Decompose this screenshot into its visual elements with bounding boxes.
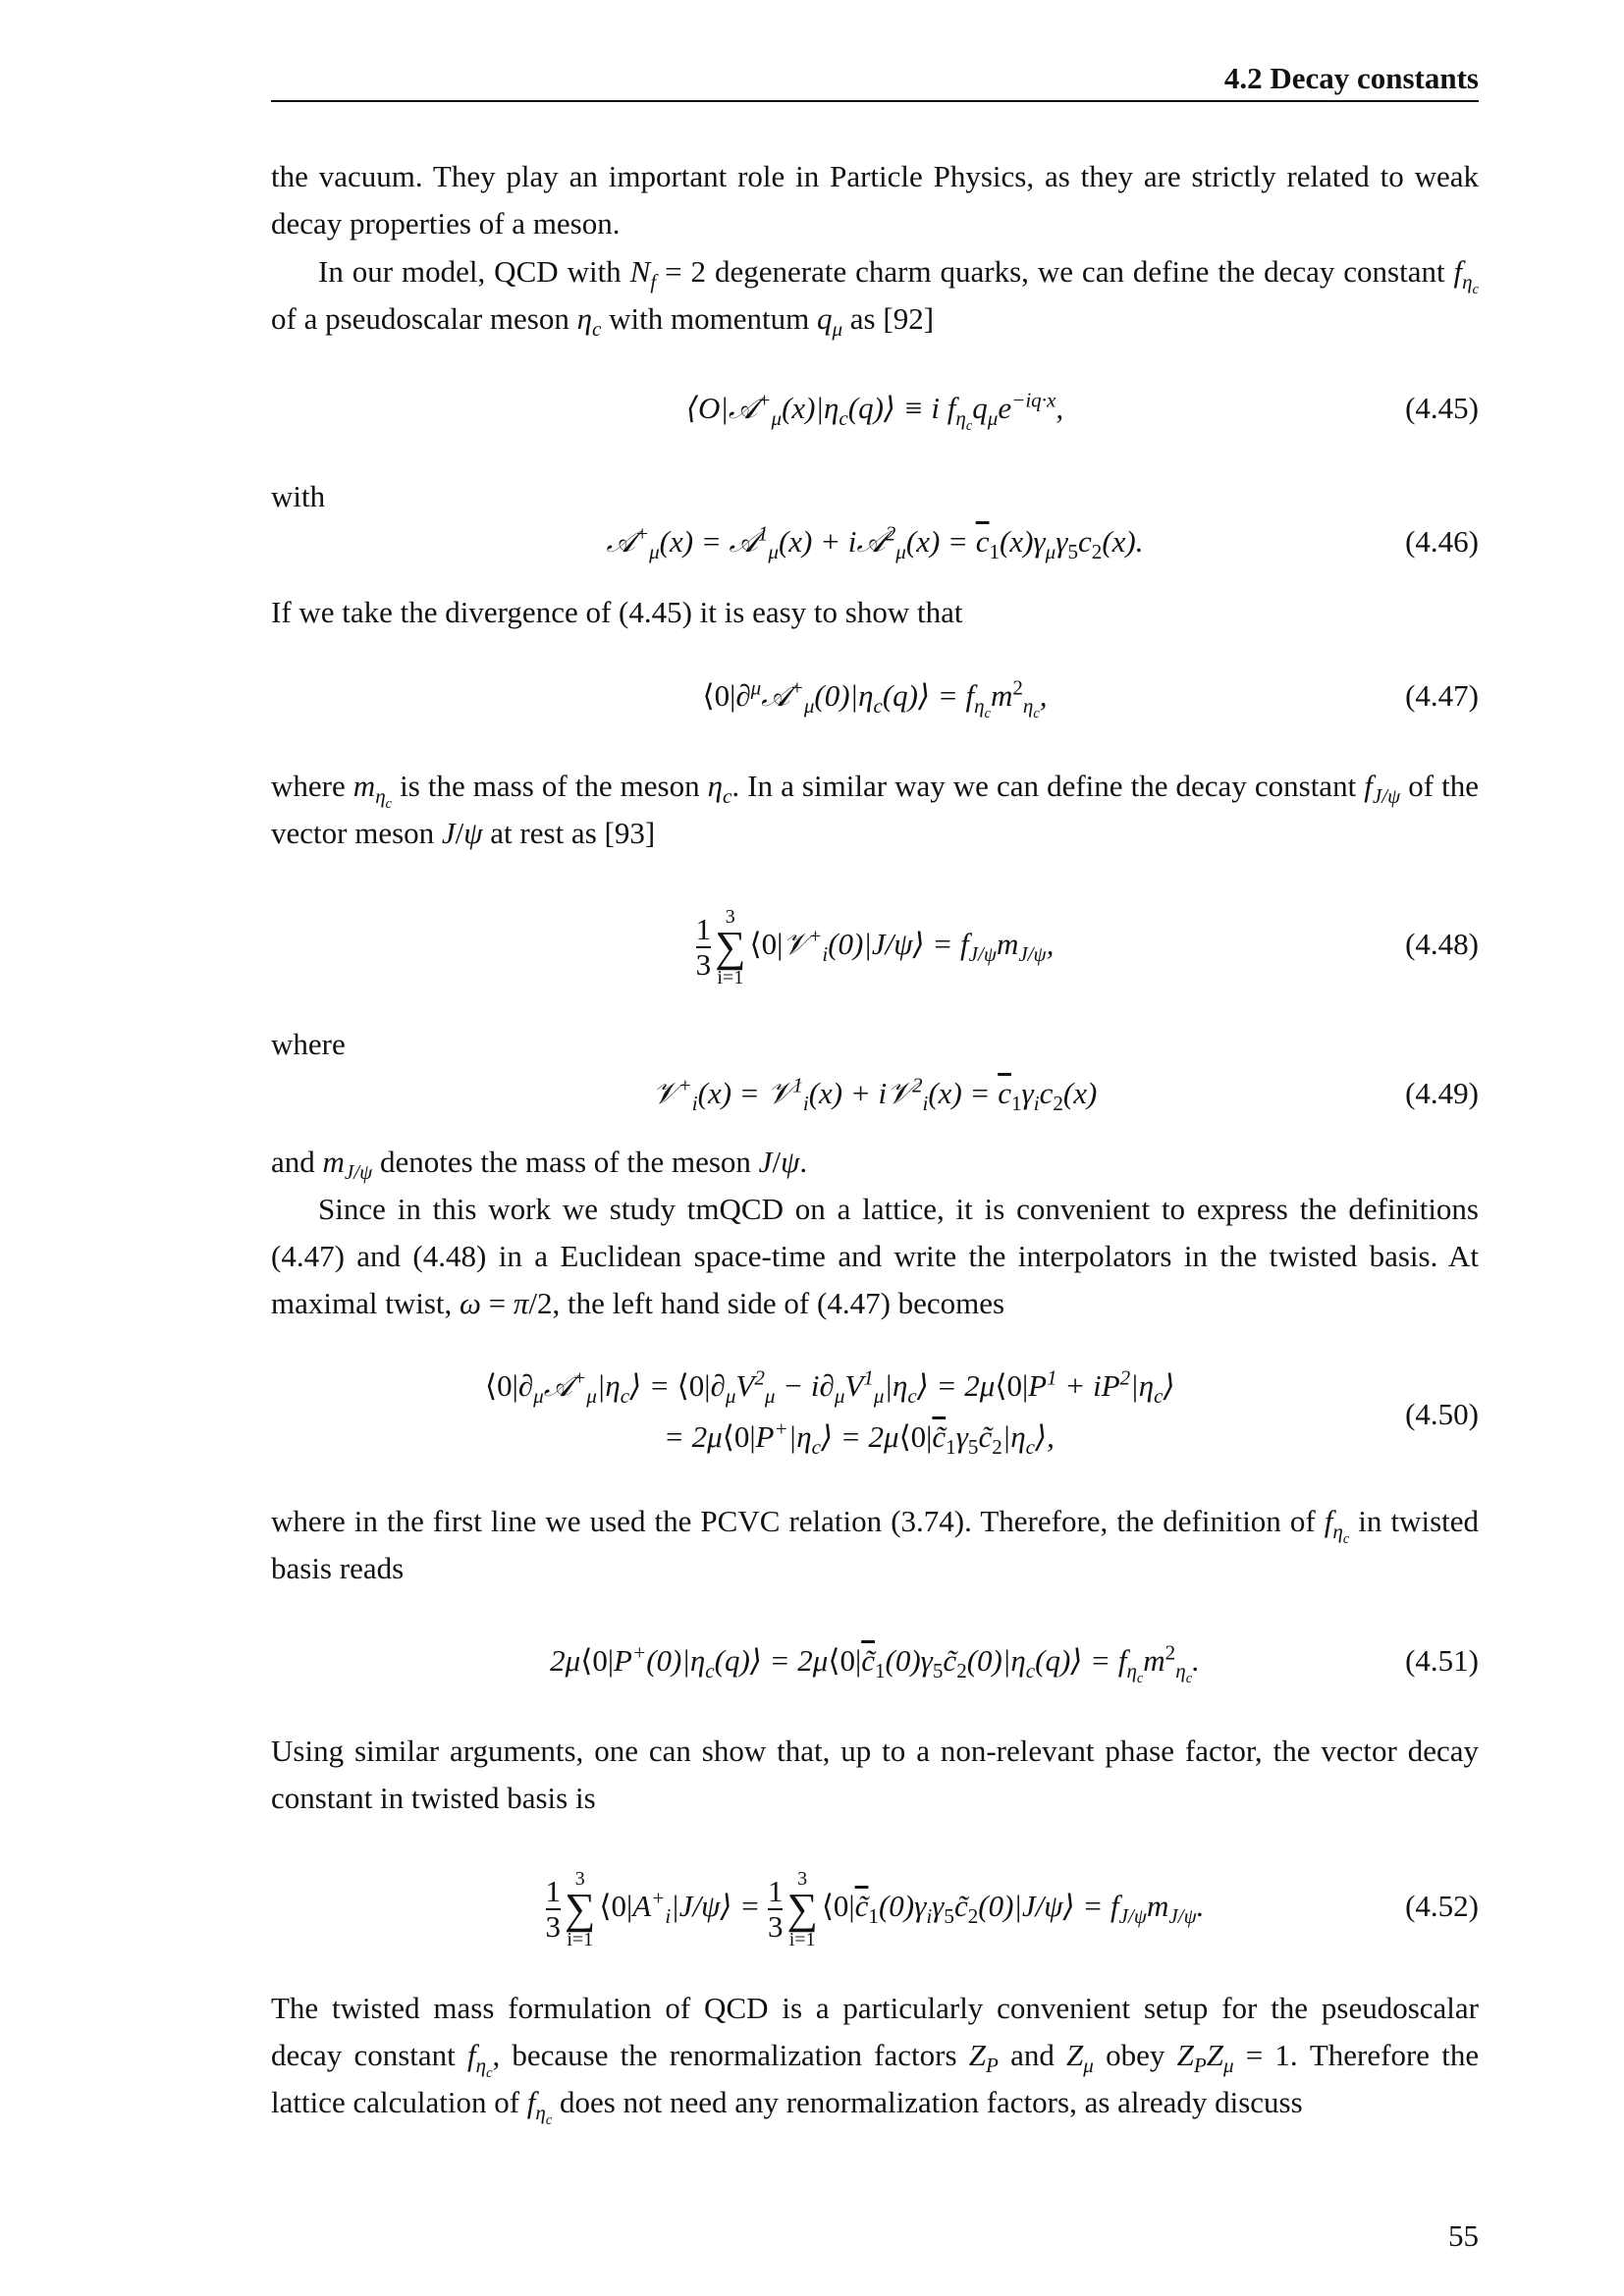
equation-number: (4.49) [1405, 1076, 1479, 1110]
running-header [271, 59, 1479, 102]
fraction-one-third: $\frac{1}{3}$ [695, 911, 712, 982]
summation: 3 ∑ i=1 [715, 905, 746, 988]
equation-number: (4.45) [1405, 391, 1479, 425]
equation-4-46: 𝒜+$_\mu$(x) = 𝒜$^1_\mu$(x) + i𝒜$^2_\mu$(x) = $\overline{c}_1(x)\gamma_\mu\gamma_5c_2(x)$. (4.46) [271, 518, 1479, 565]
equation-4-52: $\frac{1}{3}$ 3 ∑ i=1 $⟨0|A^+_i|J/\psi⟩$ = $\frac{1}{3}$ 3 ∑ i=1 $⟨0|c̃_1(0)\gamma_i\gamma_5c̃_2(0)|J/\psi⟩ = f_{J/\psi}m_{J/\psi}$. (4.52) [271, 1857, 1479, 1955]
paragraph-4: where $m_{\eta_c}$ is the mass of the meson $\eta_c$. In a similar way we can define the decay constant $f_{J/\psi}$ of the vector meson J/ψ at rest as [93] [271, 769, 1480, 850]
paragraph-8: Using similar arguments, one can show that, up to a non-relevant phase factor, the vector decay constant in twisted basis is [271, 1734, 1479, 1815]
paragraph-2: In our model, QCD with $N_f = 2$ degenerate charm quarks, we can define the decay constant $f_{\eta_c}$ of a pseudoscalar meson $\eta_c$ with momentum $q_\mu$ as [92] [271, 254, 1480, 342]
equation-4-48: $\frac{1}{3}$ 3 ∑ i=1 ⟨0|𝒱+$_i$(0)|J/ψ⟩ = $f_{J/\psi}m_{J/\psi}$, (4.48) [271, 895, 1479, 993]
equation-4-47: $⟨0|\partial^\mu 𝒜^+_\mu(0)|\eta_c(q)⟩ = f_{\eta_c}m^2_{\eta_c}$, (4.47) [271, 672, 1479, 720]
equation-4-49: 𝒱+$_i$(x) = 𝒱$^1_i$(x) + i𝒱$^2_i$(x) = $\overline{c}_1\gamma_ic_2(x)$ (4.49) [271, 1070, 1479, 1117]
paragraph-7: where in the first line we used the PCVC relation (3.74). Therefore, the definition of $f_{\eta_c}$ in twisted basis reads [271, 1504, 1479, 1585]
fraction-one-third: $\frac{1}{3}$ [545, 1873, 562, 1944]
paragraph-5: and $m_{J/\psi}$ denotes the mass of the meson J/ψ. [271, 1145, 808, 1185]
equation-4-51: $2\mu⟨0|P^+(0)|\eta_c(q)⟩$ = $2\mu⟨0|c̃_1(0)\gamma_5c̃_2(0)|\eta_c(q)⟩ = f_{\eta_c}m^2_{\eta_c}$. (4.51) [271, 1637, 1479, 1684]
paragraph-6: Since in this work we study tmQCD on a lattice, it is convenient to express the definitions (4.47) and (4.48) in a Euclidean space-time and write the interpolators in the twisted basis. At maximal twist, ω = π/2, the left hand side of (4.47) becomes [271, 1192, 1479, 1320]
equation-number: (4.46) [1405, 524, 1479, 559]
equation-4-45: $⟨O|𝒜^+_\mu(x)|\eta_c(q)⟩ \equiv i$ $f_{\eta_c}q_\mu e^{-iq\cdot x}$, (4.45) [271, 385, 1479, 432]
summation: 3 ∑ i=1 [786, 1867, 818, 1950]
equation-number: (4.48) [1405, 927, 1479, 961]
paragraph-3: If we take the divergence of (4.45) it is easy to show that [271, 595, 963, 629]
section-title: 4.2 Decay constants [1223, 61, 1479, 95]
paragraph-with: with [271, 479, 326, 513]
equation-number: (4.51) [1405, 1643, 1479, 1678]
equation-number: (4.52) [1405, 1889, 1479, 1923]
equation-4-50: $⟨0|\partial_\mu 𝒜^+_\mu|\eta_c⟩$ = $⟨0|\partial_\mu V^2_\mu$ − $i\partial_\mu V^1_\mu|\eta_c⟩$ = $2\mu⟨0|P^1$ + $iP^2|\eta_c⟩$ = $2\mu⟨0|P^+|\eta_c⟩$ = $2\mu⟨0|c̃_1\gamma_5c̃_2|\eta_c⟩$, (4.50) [271, 1361, 1479, 1468]
fraction-one-third: $\frac{1}{3}$ [767, 1873, 784, 1944]
paragraph-where: where [271, 1027, 346, 1061]
equation-number: (4.50) [1405, 1397, 1479, 1431]
paragraph-1: the vacuum. They play an important role in Particle Physics, as they are strictly related to weak decay properties of a meson. [271, 159, 1479, 240]
summation: 3 ∑ i=1 [565, 1867, 596, 1950]
equation-number: (4.47) [1405, 678, 1479, 713]
page-number: 55 [1448, 2218, 1479, 2253]
paragraph-9: The twisted mass formulation of QCD is a particularly convenient setup for the pseudoscalar decay constant $f_{\eta_c}$, because the renormalization factors $Z_P$ and $Z_\mu$ obey $Z_PZ_\mu = 1$. Therefore the lattice calculation of $f_{\eta_c}$ does not need any renormalization factors, as already discuss [271, 1991, 1480, 2129]
